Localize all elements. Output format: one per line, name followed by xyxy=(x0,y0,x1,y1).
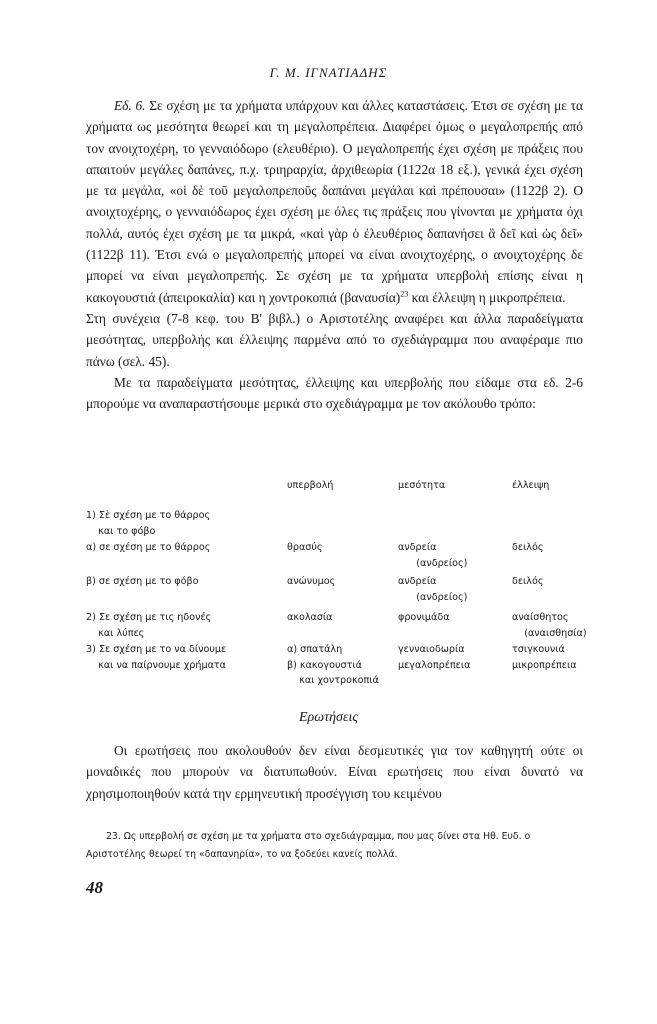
table-header-row xyxy=(86,478,596,508)
paragraph-ed6 xyxy=(86,95,583,308)
row-label: 1) Σὲ σχέση με το θάρρος και το φόβο xyxy=(86,510,211,537)
row-label: β) σε σχέση με το φόβο xyxy=(86,576,199,587)
cell-excess: ακολασία xyxy=(287,612,333,623)
cell-excess: α) σπατάλη β) κακογουστιά και χοντροκοπιά xyxy=(287,644,379,686)
virtues-table xyxy=(86,478,596,692)
section-title: Ερωτήσεις xyxy=(298,710,359,725)
column-header-deficiency: έλλειψη xyxy=(512,480,550,491)
paragraph-text: Σε σχέση με τα χρήματα υπάρχουν και άλλες καταστάσεις. Έτσι σε σχέση με τα χρήματα ως μεσότητα θεωρεί και τη μεγαλοπρέπεια. Διαφέρει όμως ο μεγαλοπρεπής από τον ανοιχτοχέρη, το γενναιόδωρο (ελευθέριο). Ο μεγαλοπρεπής έχει σχέση με πράξεις που απαιτούν μεγάλες δαπάνες, π.χ. τριηραρχία, ἀρχιθεωρία (1122α 18 εξ.), γενικά έχει σχέση με τα μεγάλα, «οἱ δὲ τοῦ μεγαλοπρεποῦς δαπάναι μεγάλαι καὶ πρέπουσαι» (1122β 2). Ο ανοιχτοχέρης, ο γενναιόδωρος έχει σχέση με όλες τις πράξεις που γίνονται με χρήματα όχι πολλά, αυτός έχει σχέση με τα μικρά, «καὶ γὰρ ὁ ἐλευθέριος δαπανήσει ἃ δεῖ καὶ ὡς δεῖ» (1122β 11). Έτσι ενώ ο μεγαλοπρεπής μπορεί να είναι ανοιχτοχέρης, ο ανοιχτοχέρης δε μπορεί να είναι μεγαλοπρεπής. Σε σχέση με τα χρήματα υπερβολή επίσης είναι η κακογουστιά (ἀπειροκαλία) και η χοντροκοπιά (βαναυσία) xyxy=(86,98,583,305)
row-label: 3) Σε σχέση με το να δίνουμε και να παίρνουμε χρήματα xyxy=(86,644,227,671)
table-row xyxy=(86,508,596,540)
cell-mean: ανδρεία (ανδρείος) xyxy=(398,542,468,569)
column-header-excess: υπερβολή xyxy=(287,480,334,491)
questions-paragraph: Οι ερωτήσεις που ακολουθούν δεν είναι δεσμευτικές για τον καθηγητή ούτε οι μοναδικές που μπορούν να διατυπωθούν. Είναι ερωτήσεις που είναι δυνατό να χρησιμοποιηθούν κατά την ερμηνευτική προσέγγιση του κειμένου xyxy=(86,743,583,801)
cell-mean: γενναιοδωρία μεγαλοπρέπεια xyxy=(398,644,471,671)
paragraph-text-end: και έλλειψη η μικροπρέπεια. xyxy=(408,289,566,305)
section-label: Εδ. 6. xyxy=(114,98,146,113)
footnote-ref[interactable]: 23 xyxy=(400,289,409,299)
table-row xyxy=(86,540,596,574)
table-row xyxy=(86,642,596,692)
running-header: Γ. Μ. ΙΓΝΑΤΙΑΔΗΣ xyxy=(269,65,388,80)
footnote: 23. Ως υπερβολή σε σχέση με τα χρήματα στο σχεδιάγραμμα, που μας δίνει στα Ηθ. Ευδ. ο Αριστοτέλης θεωρεί τη «δαπανηρία», το να ξοδεύει κανείς πολλά. xyxy=(86,831,531,860)
paragraph-continuation: Στη συνέχεια (7-8 κεφ. του Β' βιβλ.) ο Αριστοτέλης αναφέρει και άλλα παραδείγματα μεσότητας, υπερβολής και έλλειψης παρμένα από το σχεδιάγραμμα που αναφέραμε πιο πάνω (σελ. 45). xyxy=(86,310,583,369)
cell-deficiency: αναίσθητος (αναισθησία) xyxy=(512,612,587,639)
cell-deficiency: τσιγκουνιά μικροπρέπεια xyxy=(512,644,577,671)
cell-deficiency: δειλός xyxy=(512,542,544,553)
column-header-mean: μεσότητα xyxy=(398,480,446,491)
cell-excess: θρασύς xyxy=(287,542,323,553)
row-label: α) σε σχέση με το θάρρος xyxy=(86,542,211,553)
cell-excess: ανώνυμος xyxy=(287,576,336,587)
cell-deficiency: δειλός xyxy=(512,576,544,587)
main-text xyxy=(86,95,583,414)
cell-mean: φρονιμάδα xyxy=(398,612,450,623)
row-label: 2) Σε σχέση με τις ηδονές και λύπες xyxy=(86,612,212,639)
page-number: 48 xyxy=(86,878,103,897)
paragraph-intro-table: Με τα παραδείγματα μεσότητας, έλλειψης και υπερβολής που είδαμε στα εδ. 2-6 μπορούμε να αναπαραστήσουμε μερικά στο σχεδιάγραμμα με τον ακόλουθο τρόπο: xyxy=(86,374,583,412)
cell-mean: ανδρεία (ανδρείος) xyxy=(398,576,468,603)
table-row xyxy=(86,610,596,642)
table-row xyxy=(86,574,596,610)
